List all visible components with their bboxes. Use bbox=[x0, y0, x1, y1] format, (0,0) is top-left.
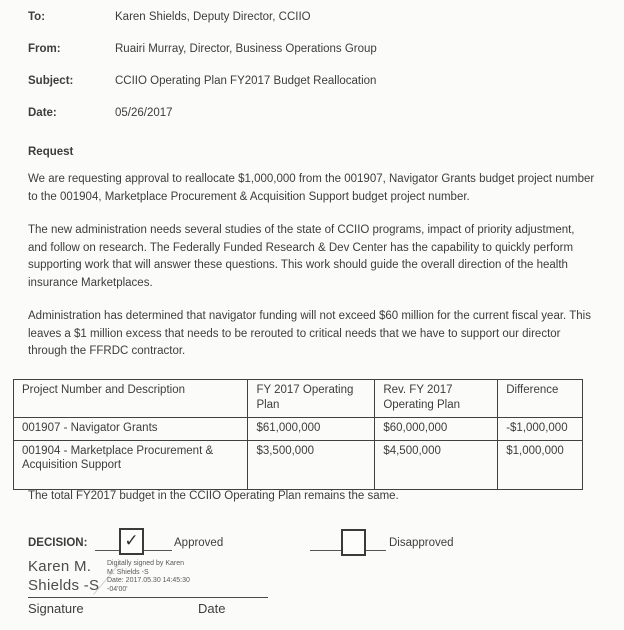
from-label: From: bbox=[28, 43, 61, 55]
to-label: To: bbox=[28, 11, 46, 23]
budget-table bbox=[13, 379, 583, 490]
to-value: Karen Shields, Deputy Director, CCIIO bbox=[115, 11, 311, 23]
cell-001907-rev-plan: $60,000,000 bbox=[375, 418, 498, 441]
subject-value: CCIIO Operating Plan FY2017 Budget Reallocation bbox=[115, 75, 377, 87]
memo-row-from bbox=[28, 42, 594, 57]
approved-checkbox[interactable] bbox=[119, 528, 144, 555]
body-paragraphs bbox=[28, 171, 595, 377]
from-value: Ruairi Murray, Director, Business Operations Group bbox=[115, 43, 377, 55]
total-note: The total FY2017 budget in the CCIIO Operating Plan remains the same. bbox=[28, 490, 399, 502]
checkmark-icon: ✓ bbox=[124, 531, 139, 550]
cell-001904-rev-plan: $4,500,000 bbox=[375, 440, 498, 489]
digital-signature-text bbox=[107, 560, 190, 594]
date-value: 05/26/2017 bbox=[115, 107, 173, 119]
signature-name-line1: Karen M. bbox=[28, 558, 92, 575]
date-caption: Date bbox=[198, 601, 226, 616]
cell-project-001904: 001904 - Marketplace Procurement & Acquisition Support bbox=[14, 440, 248, 489]
header-rev-fy2017-plan: Rev. FY 2017 Operating Plan bbox=[375, 380, 498, 418]
digital-sig-line3: Date: 2017.05.30 14:45:30 bbox=[107, 577, 190, 584]
approved-label: Approved bbox=[174, 537, 224, 549]
request-heading: Request bbox=[28, 146, 74, 158]
disapproved-label: Disapproved bbox=[389, 537, 454, 549]
decision-label: DECISION: bbox=[28, 537, 88, 549]
cell-001907-difference: -$1,000,000 bbox=[498, 418, 583, 441]
cell-001904-plan: $3,500,000 bbox=[248, 440, 375, 489]
signature-caption: Signature bbox=[28, 601, 84, 616]
subject-label: Subject: bbox=[28, 75, 74, 87]
paragraph-2: The new administration needs several studies of the state of CCIIO programs, impact of priority adjustment, and follow on research. The Federally Funded Research & Dev Center has the capability to quickly perform supporting work that will answer these questions. This work should guide the overall direction of the health insurance Marketplaces. bbox=[28, 224, 575, 289]
digital-sig-line1: Digitally signed by Karen bbox=[107, 560, 185, 567]
memo-row-subject bbox=[28, 74, 594, 89]
signature-rule bbox=[28, 597, 268, 598]
header-project: Project Number and Description bbox=[14, 380, 248, 418]
cell-001907-plan: $61,000,000 bbox=[248, 418, 375, 441]
signature-block bbox=[0, 556, 624, 622]
table-row bbox=[14, 418, 583, 441]
memo-header bbox=[28, 10, 594, 138]
cell-001904-difference: $1,000,000 bbox=[498, 440, 583, 489]
table-header-row bbox=[14, 380, 583, 418]
memo-row-date bbox=[28, 106, 594, 121]
paragraph-1: We are requesting approval to reallocate $1,000,000 from the 001907, Navigator Grants budget project number to the 001904, Marketplace Procurement & Acquisition Support budget project number. bbox=[28, 173, 595, 203]
memo-row-to bbox=[28, 10, 594, 25]
disapproved-checkbox[interactable] bbox=[341, 529, 366, 556]
signature-name-line2: Shields -S bbox=[28, 576, 100, 594]
paragraph-3: Administration has determined that navigator funding will not exceed $60 million for the current fiscal year. This leaves a $1 million excess that needs to be rerouted to critical needs that we have to support our director through the FFRDC contractor. bbox=[28, 310, 591, 357]
signature-name bbox=[28, 558, 99, 595]
header-fy2017-plan: FY 2017 Operating Plan bbox=[248, 380, 375, 418]
header-difference: Difference bbox=[498, 380, 583, 418]
digital-sig-line2: M. Shields -S bbox=[107, 568, 149, 576]
table-row bbox=[14, 440, 583, 489]
cell-project-001907: 001907 - Navigator Grants bbox=[14, 418, 248, 441]
digital-sig-line4: -04'00' bbox=[107, 585, 128, 593]
date-label-header: Date: bbox=[28, 107, 57, 119]
